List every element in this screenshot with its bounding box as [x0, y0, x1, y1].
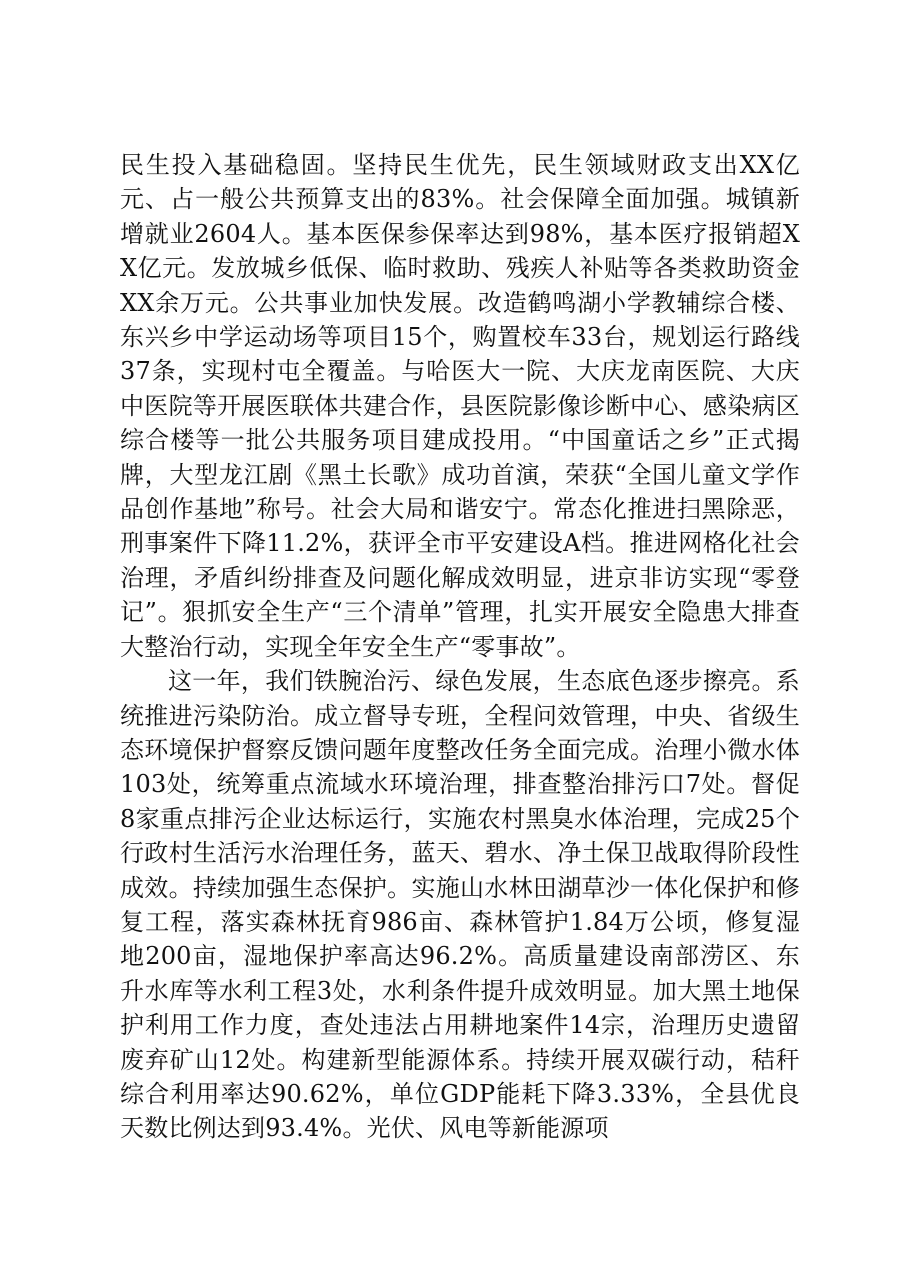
document-page — [120, 148, 800, 1146]
body-paragraph-1: 民生投入基础稳固。坚持民生优先，民生领域财政支出XX亿元、占一般公共预算支出的83%。社会保障全面加强。城镇新增就业2604人。基本医保参保率达到98%，基本医疗报销超XX亿元。发放城乡低保、临时救助、残疾人补贴等各类救助资金XX余万元。公共事业加快发展。改造鹤鸣湖小学教辅综合楼、东兴乡中学运动场等项目15个，购置校车33台，规划运行路线37条，实现村屯全覆盖。与哈医大一院、大庆龙南医院、大庆中医院等开展医联体共建合作，县医院影像诊断中心、感染病区综合楼等一批公共服务项目建成投用。“中国童话之乡”正式揭牌，大型龙江剧《黑土长歌》成功首演，荣获“全国儿童文学作品创作基地”称号。社会大局和谐安宁。常态化推进扫黑除恶，刑事案件下降11.2%，获评全市平安建设A档。推进网格化社会治理，矛盾纠纷排查及问题化解成效明显，进京非访实现“零登记”。狠抓安全生产“三个清单”管理，扎实开展安全隐患大排查大整治行动，实现全年安全生产“零事故”。 — [120, 151, 800, 661]
body-paragraph-2: 这一年，我们铁腕治污、绿色发展，生态底色逐步擦亮。系统推进污染防治。成立督导专班，全程问效管理，中央、省级生态环境保护督察反馈问题年度整改任务全面完成。治理小微水体103处，统筹重点流域水环境治理，排查整治排污口7处。督促8家重点排污企业达标运行，实施农村黑臭水体治理，完成25个行政村生活污水治理任务，蓝天、碧水、净土保卫战取得阶段性成效。持续加强生态保护。实施山水林田湖草沙一体化保护和修复工程，落实森林抚育986亩、森林管护1.84万公顷，修复湿地200亩，湿地保护率高达96.2%。高质量建设南部涝区、东升水库等水利工程3处，水利条件提升成效明显。加大黑土地保护利用工作力度，查处违法占用耕地案件14宗，治理历史遗留废弃矿山12处。构建新型能源体系。持续开展双碳行动，秸秆综合利用率达90.62%，单位GDP能耗下降3.33%，全县优良天数比例达到93.4%。光伏、风电等新能源项 — [120, 667, 800, 1143]
